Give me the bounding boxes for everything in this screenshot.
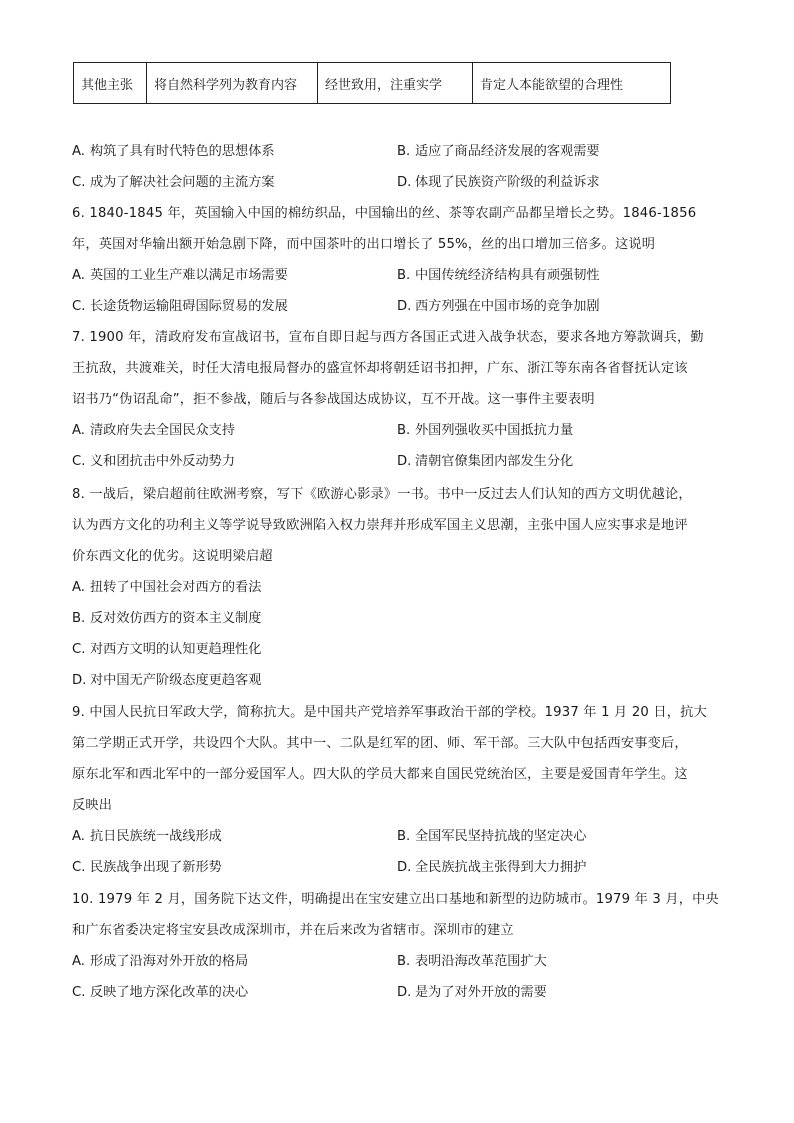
table-cell: 将自然科学列为教育内容 <box>147 63 318 104</box>
table-row <box>74 63 671 104</box>
question-text-line: 年，英国对华输出额开始急剧下降，而中国茶叶的出口增长了 55%，丝的出口增加三倍多。这说明 <box>72 237 656 252</box>
option-b[interactable]: B. 中国传统经济结构具有顽强韧性 <box>397 268 600 283</box>
option-b[interactable]: B. 全国军民坚持抗战的坚定决心 <box>397 829 587 844</box>
option-a[interactable]: A. 英国的工业生产难以满足市场需要 <box>72 268 288 283</box>
option-b[interactable]: B. 适应了商品经济发展的客观需要 <box>397 144 600 159</box>
option-c[interactable]: C. 义和团抗击中外反动势力 <box>72 454 236 469</box>
option-row <box>72 852 722 883</box>
question-text-line: 反映出 <box>72 798 113 813</box>
question-text-line: 10. 1979 年 2 月，国务院下达文件，明确提出在宝安建立出口基地和新型的边防城市。1979 年 3 月，中央 <box>72 892 719 907</box>
table-cell: 其他主张 <box>74 63 147 104</box>
option-d[interactable]: D. 西方列强在中国市场的竞争加剧 <box>397 299 600 314</box>
option-b[interactable]: B. 外国列强收买中国抵抗力量 <box>397 423 574 438</box>
option-row <box>72 260 722 291</box>
question-text-line: 价东西文化的优劣。这说明梁启超 <box>72 549 273 564</box>
option-c[interactable]: C. 反映了地方深化改革的决心 <box>72 985 249 1000</box>
question-text-line: 第二学期正式开学，共设四个大队。其中一、二队是红军的团、师、军干部。三大队中包括西安事变后， <box>72 736 688 751</box>
question-8 <box>72 479 722 696</box>
question-10 <box>72 884 722 1008</box>
option-row <box>72 136 722 167</box>
option-a[interactable]: A. 构筑了具有时代特色的思想体系 <box>72 144 275 159</box>
option-c[interactable]: C. 成为了解决社会问题的主流方案 <box>72 175 275 190</box>
option-a[interactable]: A. 扭转了中国社会对西方的看法 <box>72 580 262 595</box>
option-row <box>72 291 722 322</box>
option-d[interactable]: D. 对中国无产阶级态度更趋客观 <box>72 673 262 688</box>
option-c[interactable]: C. 长途货物运输阻碍国际贸易的发展 <box>72 299 288 314</box>
option-a[interactable]: A. 抗日民族统一战线形成 <box>72 829 222 844</box>
option-row <box>72 821 722 852</box>
option-row <box>72 167 722 198</box>
option-row <box>72 446 722 477</box>
question-text-line: 和广东省委决定将宝安县改成深圳市，并在后来改为省辖市。深圳市的建立 <box>72 923 514 938</box>
option-row <box>72 415 722 446</box>
question-text-line: 7. 1900 年，清政府发布宣战诏书，宣布自即日起与西方各国正式进入战争状态，要求各地方筹款调兵，勤 <box>72 330 704 345</box>
option-b[interactable]: B. 表明沿海改革范围扩大 <box>397 954 547 969</box>
question-text-line: 诏书乃“伪诏乱命”，拒不参战，随后与各参战国达成协议，互不开战。这一事件主要表明 <box>72 392 595 407</box>
option-d[interactable]: D. 体现了民族资产阶级的利益诉求 <box>397 175 600 190</box>
table-cell: 经世致用，注重实学 <box>318 63 473 104</box>
option-b[interactable]: B. 反对效仿西方的资本主义制度 <box>72 611 262 626</box>
question-6 <box>72 198 722 322</box>
question-5-options <box>72 136 722 198</box>
question-text-line: 9. 中国人民抗日军政大学，简称抗大。是中国共产党培养军事政治干部的学校。1937 年 1 月 20 日，抗大 <box>72 705 707 720</box>
table-cell: 肯定人本能欲望的合理性 <box>473 63 671 104</box>
option-a[interactable]: A. 清政府失去全国民众支持 <box>72 423 236 438</box>
question-7 <box>72 322 722 477</box>
option-d[interactable]: D. 全民族抗战主张得到大力拥护 <box>397 860 587 875</box>
option-row <box>72 977 722 1008</box>
question-9 <box>72 697 722 883</box>
comparison-table <box>73 62 671 104</box>
question-text-line: 8. 一战后，梁启超前往欧洲考察，写下《欧游心影录》一书。书中一反过去人们认知的西方文明优越论， <box>72 487 692 502</box>
question-text-line: 6. 1840-1845 年，英国输入中国的棉纺织品，中国输出的丝、茶等农副产品都呈增长之势。1846-1856 <box>72 206 697 221</box>
option-row <box>72 946 722 977</box>
option-d[interactable]: D. 是为了对外开放的需要 <box>397 985 547 1000</box>
question-text-line: 王抗敌，共渡难关，时任大清电报局督办的盛宣怀却将朝廷诏书扣押，广东、浙江等东南各省督抚认定该 <box>72 361 688 376</box>
question-text-line: 原东北军和西北军中的一部分爱国军人。四大队的学员大都来自国民党统治区，主要是爱国青年学生。这 <box>72 767 688 782</box>
option-c[interactable]: C. 对西方文明的认知更趋理性化 <box>72 642 262 657</box>
question-text-line: 认为西方文化的功利主义等学说导致欧洲陷入权力崇拜并形成军国主义思潮，主张中国人应实事求是地评 <box>72 518 688 533</box>
option-d[interactable]: D. 清朝官僚集团内部发生分化 <box>397 454 574 469</box>
option-c[interactable]: C. 民族战争出现了新形势 <box>72 860 222 875</box>
option-a[interactable]: A. 形成了沿海对外开放的格局 <box>72 954 249 969</box>
